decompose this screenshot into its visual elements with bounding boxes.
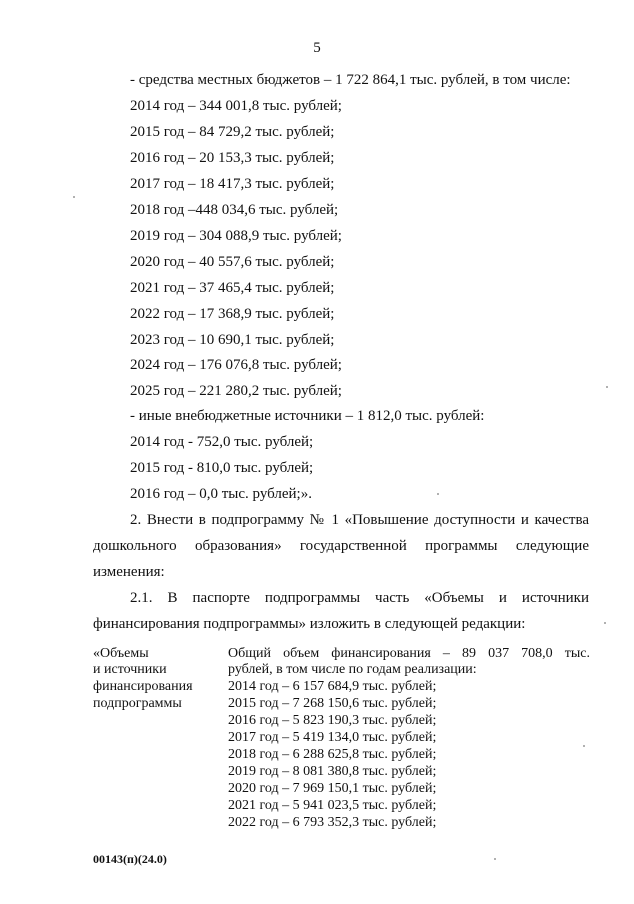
- local-budget-year-item: 2014 год – 344 001,8 тыс. рублей;: [130, 98, 342, 114]
- scan-speck: [494, 858, 496, 860]
- table-year-item: 2017 год – 5 419 134,0 тыс. рублей;: [228, 730, 437, 745]
- table-label-line: «Объемы: [93, 646, 149, 661]
- page-number: 5: [313, 40, 321, 56]
- table-year-item: 2014 год – 6 157 684,9 тыс. рублей;: [228, 679, 437, 694]
- other-sources-header: - иные внебюджетные источники – 1 812,0 тыс. рублей:: [130, 408, 485, 424]
- paragraph-2-line: изменения:: [93, 564, 165, 580]
- scan-speck: [73, 196, 75, 198]
- scan-speck: [583, 745, 585, 747]
- table-label-line: подпрограммы: [93, 696, 182, 711]
- local-budget-year-item: 2024 год – 176 076,8 тыс. рублей;: [130, 357, 342, 373]
- scan-speck: [606, 386, 608, 388]
- table-year-item: 2022 год – 6 793 352,3 тыс. рублей;: [228, 815, 437, 830]
- other-sources-year-item: 2014 год - 752,0 тыс. рублей;: [130, 434, 314, 450]
- table-year-item: 2021 год – 5 941 023,5 тыс. рублей;: [228, 798, 437, 813]
- local-budget-year-item: 2023 год – 10 690,1 тыс. рублей;: [130, 332, 335, 348]
- paragraph-2-line: дошкольного образования» государственной программы следующие: [93, 538, 589, 554]
- local-budget-year-item: 2021 год – 37 465,4 тыс. рублей;: [130, 280, 335, 296]
- table-total-line: рублей, в том числе по годам реализации:: [228, 662, 477, 677]
- table-total-line: Общий объем финансирования – 89 037 708,0 тыс.: [228, 646, 590, 661]
- local-budget-year-item: 2019 год – 304 088,9 тыс. рублей;: [130, 228, 342, 244]
- paragraph-2-line: 2. Внести в подпрограмму № 1 «Повышение доступности и качества: [130, 512, 589, 528]
- table-year-item: 2016 год – 5 823 190,3 тыс. рублей;: [228, 713, 437, 728]
- table-label-line: финансирования: [93, 679, 193, 694]
- local-budget-year-item: 2020 год – 40 557,6 тыс. рублей;: [130, 254, 335, 270]
- paragraph-2-1-line: 2.1. В паспорте подпрограммы часть «Объемы и источники: [130, 590, 589, 606]
- local-budget-year-item: 2016 год – 20 153,3 тыс. рублей;: [130, 150, 335, 166]
- other-sources-year-item: 2016 год – 0,0 тыс. рублей;».: [130, 486, 312, 502]
- local-budget-year-item: 2025 год – 221 280,2 тыс. рублей;: [130, 383, 342, 399]
- scan-speck: [604, 622, 606, 624]
- local-budget-header: - средства местных бюджетов – 1 722 864,1 тыс. рублей, в том числе:: [130, 72, 571, 88]
- local-budget-year-item: 2015 год – 84 729,2 тыс. рублей;: [130, 124, 335, 140]
- table-label-line: и источники: [93, 662, 167, 677]
- table-year-item: 2020 год – 7 969 150,1 тыс. рублей;: [228, 781, 437, 796]
- local-budget-year-item: 2017 год – 18 417,3 тыс. рублей;: [130, 176, 335, 192]
- table-year-item: 2018 год – 6 288 625,8 тыс. рублей;: [228, 747, 437, 762]
- table-year-item: 2015 год – 7 268 150,6 тыс. рублей;: [228, 696, 437, 711]
- paragraph-2-1-line: финансирования подпрограммы» изложить в следующей редакции:: [93, 616, 526, 632]
- scan-speck: [437, 493, 439, 495]
- local-budget-year-item: 2022 год – 17 368,9 тыс. рублей;: [130, 306, 335, 322]
- local-budget-year-item: 2018 год –448 034,6 тыс. рублей;: [130, 202, 339, 218]
- document-code: 00143(п)(24.0): [93, 852, 167, 866]
- other-sources-year-item: 2015 год - 810,0 тыс. рублей;: [130, 460, 314, 476]
- table-year-item: 2019 год – 8 081 380,8 тыс. рублей;: [228, 764, 437, 779]
